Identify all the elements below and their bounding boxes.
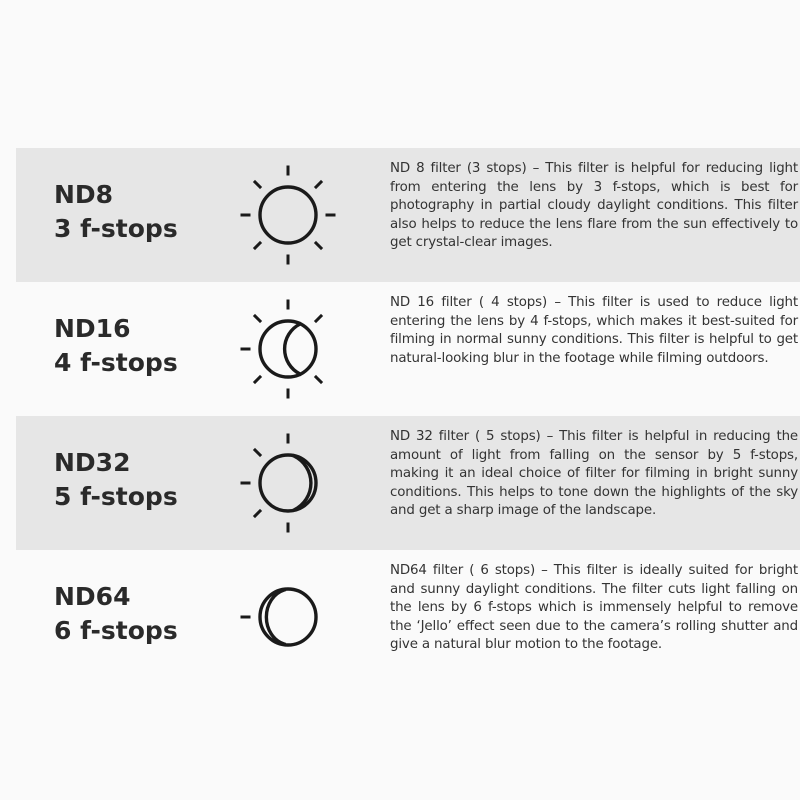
filter-row-nd8 xyxy=(16,148,800,282)
filter-label xyxy=(54,178,178,246)
filter-description: ND 32 filter ( 5 stops) – This filter is helpful in reducing the amount of light from falling on the sensor by 5 f-stops, making it an ideal choice of filter for filming in bright sunny conditions. This helps to tone down the highlights of the sky and get a sharp image of the landscape. xyxy=(390,429,798,519)
filter-row-nd32 xyxy=(16,416,800,550)
filter-row-nd16 xyxy=(16,282,800,416)
filter-name: ND16 xyxy=(54,314,131,343)
sun-half-shade-icon xyxy=(232,428,342,538)
filter-label xyxy=(54,446,178,514)
crescent-icon xyxy=(232,562,342,672)
filter-name: ND8 xyxy=(54,180,114,209)
sun-slight-shade-icon xyxy=(232,294,342,404)
filter-description: ND64 filter ( 6 stops) – This filter is ideally suited for bright and sunny daylight conditions. The filter cuts light falling on the lens by 6 f-stops which is immensely helpful to remove the ‘Jello’ effect seen due to the camera’s rolling shutter and give a natural blur motion to the footage. xyxy=(390,563,798,653)
filter-stops: 5 f-stops xyxy=(54,482,178,511)
filter-description: ND 16 filter ( 4 stops) – This filter is used to reduce light entering the lens by 4 f-stops, which makes it best-suited for filming in normal sunny conditions. This filter is helpful to get natural-looking blur in the footage while filming outdoors. xyxy=(390,295,798,366)
filter-description: ND 8 filter (3 stops) – This filter is helpful for reducing light from entering the lens by 3 f-stops, which is best for photography in partial cloudy daylight conditions. This filter also helps to reduce the lens flare from the sun effectively to get crystal-clear images. xyxy=(390,161,798,251)
filter-stops: 4 f-stops xyxy=(54,348,178,377)
filter-name: ND32 xyxy=(54,448,131,477)
filter-stops: 3 f-stops xyxy=(54,214,178,243)
filter-label xyxy=(54,580,178,648)
filter-row-nd64 xyxy=(16,550,800,684)
filter-name: ND64 xyxy=(54,582,131,611)
filter-label xyxy=(54,312,178,380)
filter-stops: 6 f-stops xyxy=(54,616,178,645)
full-sun-icon xyxy=(232,160,342,270)
